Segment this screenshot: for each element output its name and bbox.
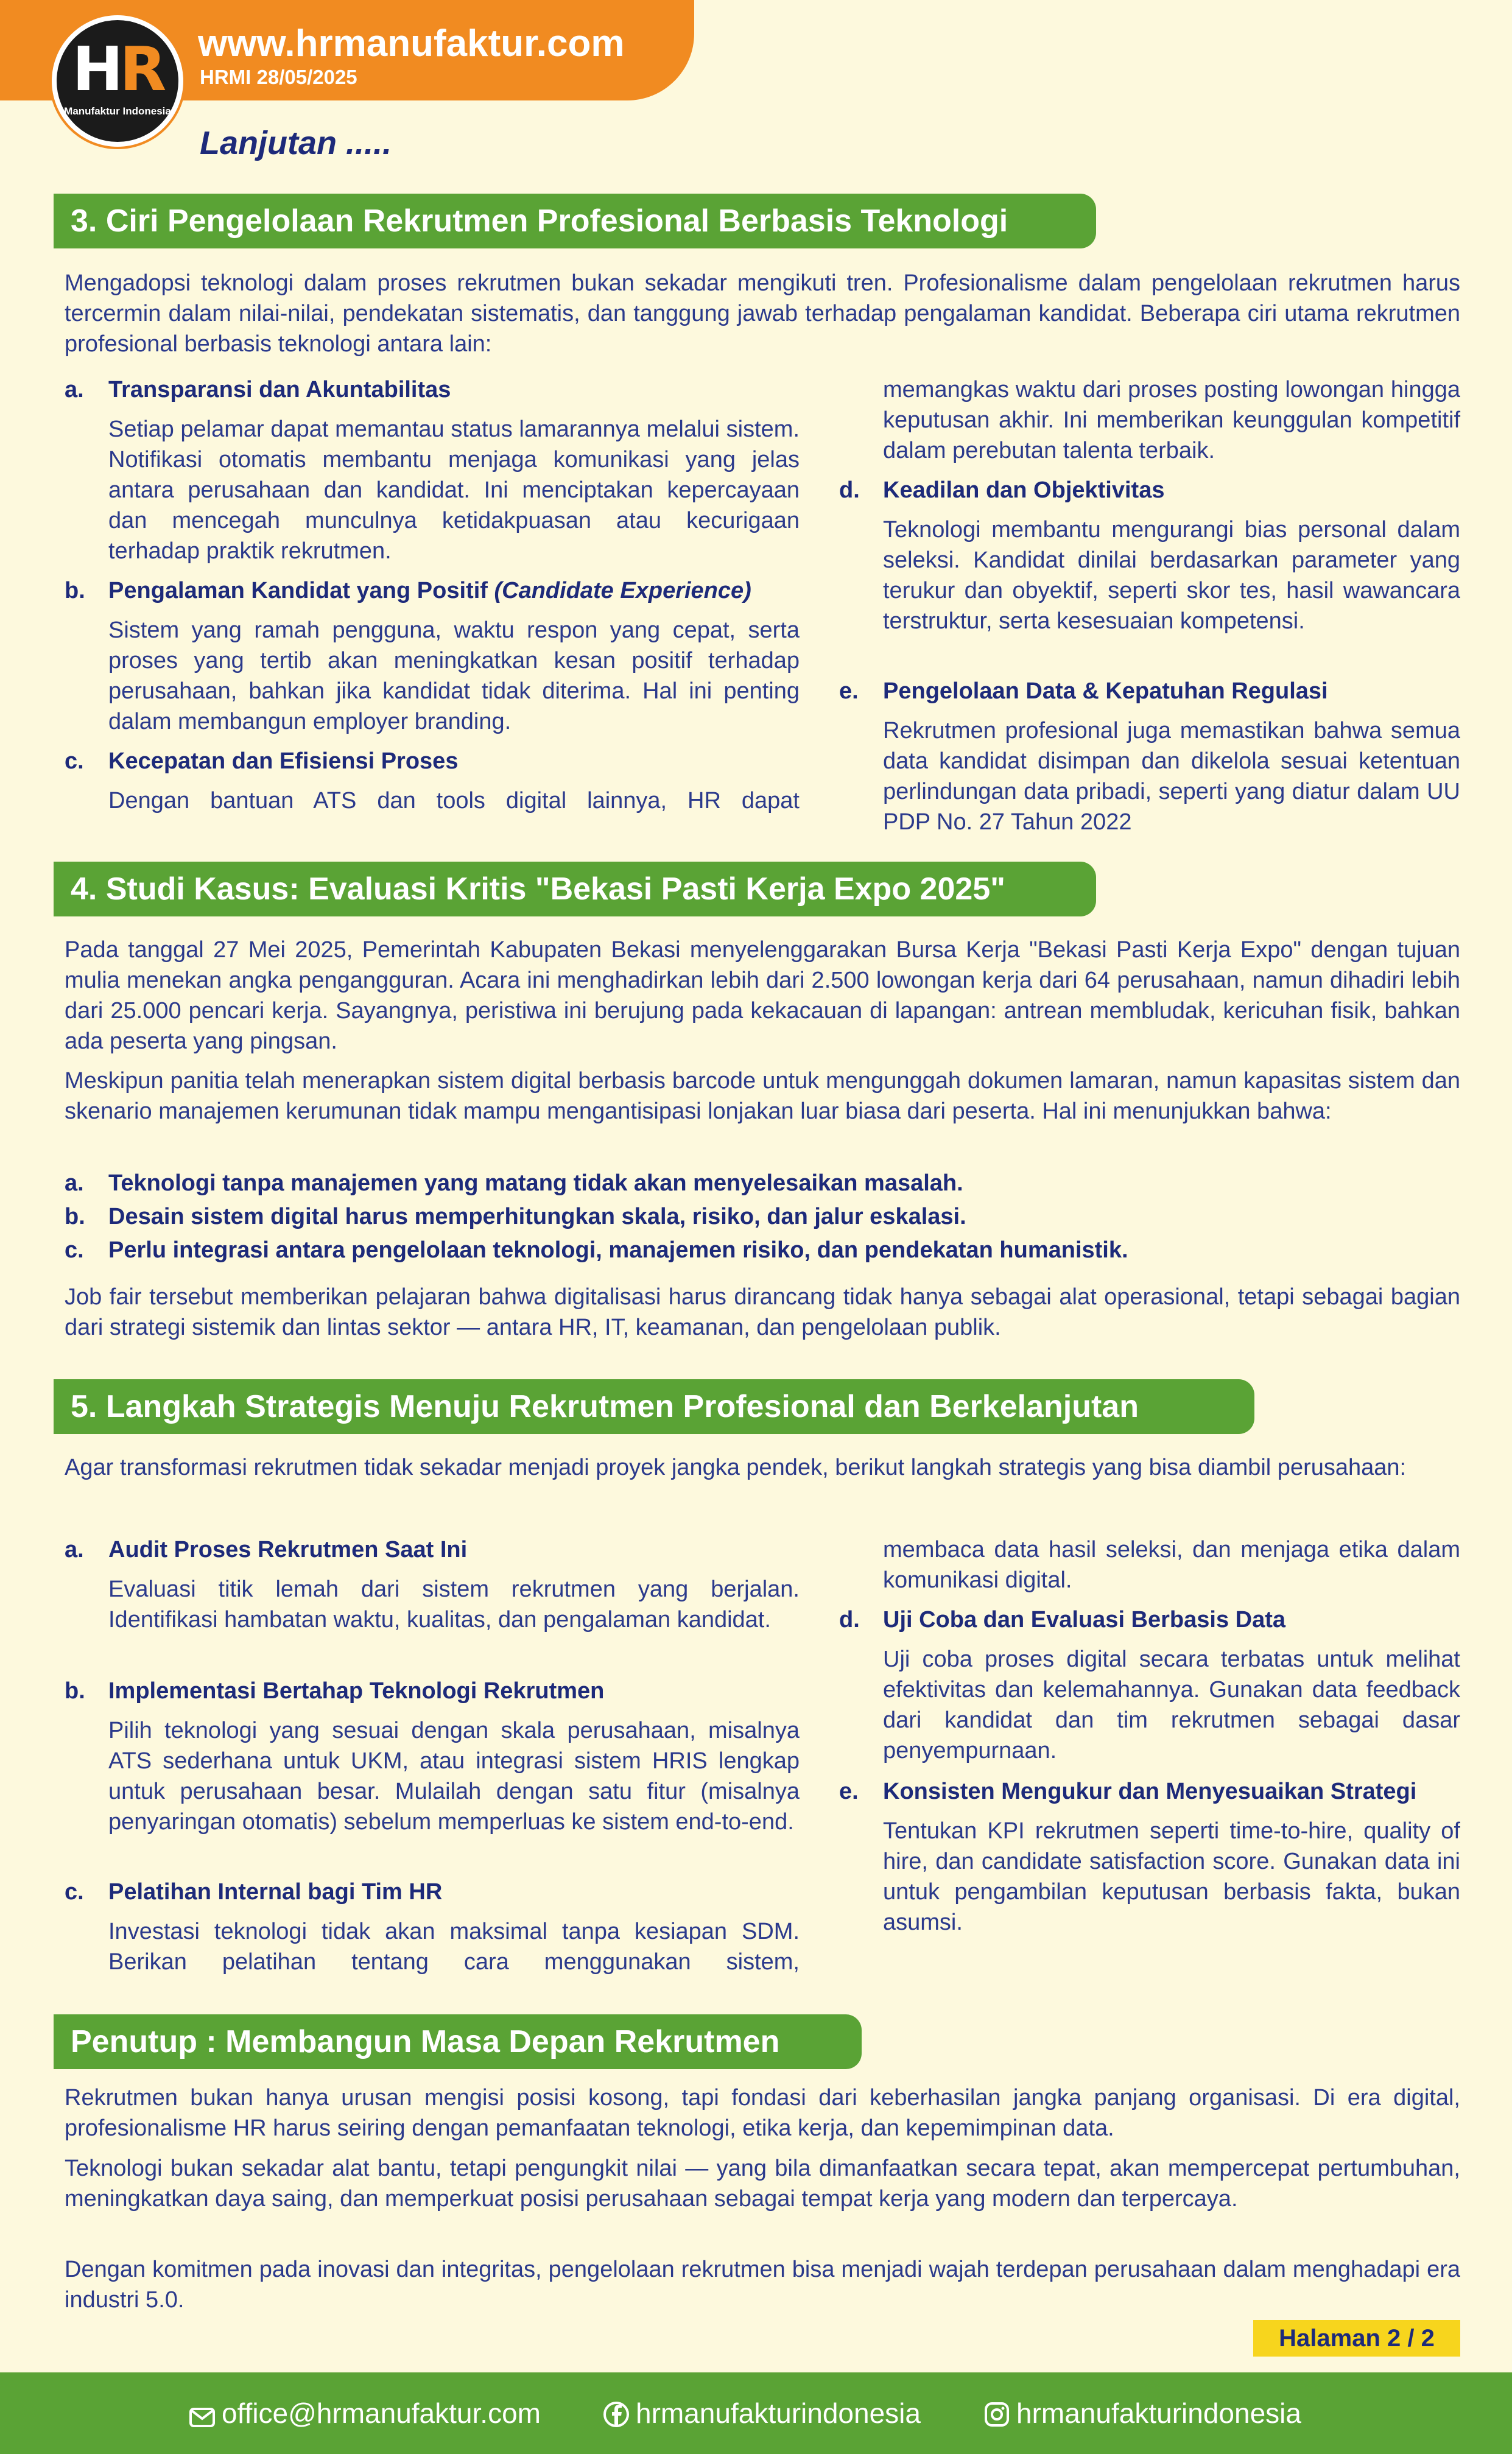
section-5-title: 5. Langkah Strategis Menuju Rekrutmen Profesional dan Berkelanjutan [54, 1379, 1254, 1434]
s3-item-c-body: Dengan bantuan ATS dan tools digital lainnya, HR dapat [108, 788, 800, 814]
s5-item-c-body-cont: membaca data hasil seleksi, dan menjaga etika dalam komunikasi digital. [883, 1537, 1460, 1593]
continuation-label: Lanjutan ..... [200, 125, 392, 161]
s3-item-d-body: Teknologi membantu mengurangi bias personal dalam seleksi. Kandidat dinilai berdasarkan parameter yang terukur dan obyektif, seperti skor tes, hasil wawancara terstruktur, serta kesesuaian kompetensi. [883, 517, 1460, 634]
closing-p3: Dengan komitmen pada inovasi dan integritas, pengelolaan rekrutmen bisa menjadi wajah terdepan perusahaan dalam menghadapi era industri 5.0. [65, 2257, 1460, 2313]
section-4-p1: Pada tanggal 27 Mei 2025, Pemerintah Kabupaten Bekasi menyelenggarakan Bursa Kerja "Bekasi Pasti Kerja Expo" dengan tujuan mulia menekan angka pengangguran. Acara ini menghadirkan lebih dari 2.500 lowongan kerja dari 64 perusahaan, namun dihadiri lebih dari 25.000 pencari kerja. Sayangnya, peristiwa ini berujung pada kekacauan di lapangan: antrean membludak, kericuhan fisik, bahkan ada peserta yang pingsan. [65, 937, 1460, 1054]
s3-item-e-title: e. Pengelolaan Data & Kepatuhan Regulasi [839, 678, 1328, 704]
section-4-title: 4. Studi Kasus: Evaluasi Kritis "Bekasi Pasti Kerja Expo 2025" [54, 862, 1096, 916]
logo-subtitle: Manufaktur Indonesia [64, 105, 171, 117]
footer-instagram[interactable]: hrmanufakturindonesia [983, 2397, 1301, 2430]
closing-title: Penutup : Membangun Masa Depan Rekrutmen [54, 2014, 862, 2069]
page-number-badge: Halaman 2 / 2 [1253, 2320, 1460, 2357]
footer-bar [0, 2372, 1512, 2454]
s4-point-b: b. Desain sistem digital harus memperhitungkan skala, risiko, dan jalur eskalasi. [65, 1204, 966, 1229]
s4-point-a: a. Teknologi tanpa manajemen yang matang tidak akan menyelesaikan masalah. [65, 1170, 963, 1196]
s3-item-b-body: Sistem yang ramah pengguna, waktu respon yang cepat, serta proses yang tertib akan meningkatkan kesan positif terhadap perusahaan, bahkan jika kandidat tidak diterima. Hal ini penting dalam membangun employer branding. [108, 617, 800, 734]
s5-item-c-body: Investasi teknologi tidak akan maksimal tanpa kesiapan SDM. Berikan pelatihan tentang cara menggunakan sistem, [108, 1919, 800, 1975]
hr-logo [52, 15, 183, 147]
s5-item-b-title: b. Implementasi Bertahap Teknologi Rekrutmen [65, 1678, 605, 1704]
section-4-p2: Meskipun panitia telah menerapkan sistem digital berbasis barcode untuk mengunggah dokumen lamaran, namun kapasitas sistem dan skenario manajemen kerumunan tidak mampu mengantisipasi lonjakan luar biasa dari peserta. Hal ini menunjukkan bahwa: [65, 1068, 1460, 1124]
s5-item-c-title: c. Pelatihan Internal bagi Tim HR [65, 1879, 443, 1905]
section-5-intro: Agar transformasi rekrutmen tidak sekadar menjadi proyek jangka pendek, berikut langkah strategis yang bisa diambil perusahaan: [65, 1455, 1407, 1480]
s3-item-d-title: d. Keadilan dan Objektivitas [839, 477, 1165, 503]
closing-p2: Teknologi bukan sekadar alat bantu, tetapi pengungkit nilai — yang bila dimanfaatkan secara tepat, akan mempercepat pertumbuhan, meningkatkan daya saing, dan memperkuat posisi perusahaan sebagai tempat kerja yang modern dan terpercaya. [65, 2156, 1460, 2212]
website-url[interactable]: www.hrmanufaktur.com [198, 23, 625, 65]
section-4-p3: Job fair tersebut memberikan pelajaran bahwa digitalisasi harus dirancang tidak hanya sebagai alat operasional, tetapi sebagai bagian dari strategi sistemik dan lintas sektor — antara HR, IT, keamanan, dan pengelolaan publik. [65, 1284, 1460, 1340]
document-code: HRMI 28/05/2025 [200, 66, 357, 88]
s3-item-c-body-cont: memangkas waktu dari proses posting lowongan hingga keputusan akhir. Ini memberikan keunggulan kompetitif dalam perebutan talenta terbaik. [883, 377, 1460, 463]
section-3-title: 3. Ciri Pengelolaan Rekrutmen Profesional Berbasis Teknologi [54, 194, 1096, 248]
instagram-icon [983, 2401, 1010, 2428]
logo-mark: HR [72, 33, 163, 105]
s5-item-b-body: Pilih teknologi yang sesuai dengan skala perusahaan, misalnya ATS sederhana untuk UKM, atau integrasi sistem HRIS lengkap untuk perusahaan besar. Mulailah dengan satu fitur (misalnya penyaringan otomatis) sebelum memperluas ke sistem end-to-end. [108, 1718, 800, 1835]
s4-point-c: c. Perlu integrasi antara pengelolaan teknologi, manajemen risiko, dan pendekatan humanistik. [65, 1237, 1128, 1263]
s5-item-e-title: e. Konsisten Mengukur dan Menyesuaikan Strategi [839, 1779, 1417, 1804]
s3-item-a-title: a. Transparansi dan Akuntabilitas [65, 377, 451, 403]
section-3-intro: Mengadopsi teknologi dalam proses rekrutmen bukan sekadar mengikuti tren. Profesionalisme dalam pengelolaan rekrutmen harus tercermin dalam nilai-nilai, pendekatan sistematis, dan tanggung jawab terhadap pengalaman kandidat. Beberapa ciri utama rekrutmen profesional berbasis teknologi antara lain: [65, 270, 1460, 357]
footer-facebook[interactable]: hrmanufakturindonesia [603, 2397, 921, 2430]
mail-icon [189, 2407, 216, 2428]
s5-item-e-body: Tentukan KPI rekrutmen seperti time-to-hire, quality of hire, dan candidate satisfaction score. Gunakan data ini untuk pengambilan keputusan berbasis fakta, bukan asumsi. [883, 1818, 1460, 1935]
s5-item-a-body: Evaluasi titik lemah dari sistem rekrutmen yang berjalan. Identifikasi hambatan waktu, kualitas, dan pengalaman kandidat. [108, 1577, 800, 1633]
s3-item-a-body: Setiap pelamar dapat memantau status lamarannya melalui sistem. Notifikasi otomatis membantu menjaga komunikasi yang jelas antara perusahaan dan kandidat. Ini menciptakan kepercayaan dan mencegah munculnya ketidakpuasan atau kecurigaan terhadap praktik rekrutmen. [108, 417, 800, 564]
s5-item-a-title: a. Audit Proses Rekrutmen Saat Ini [65, 1537, 468, 1563]
facebook-icon [603, 2401, 630, 2428]
s5-item-d-title: d. Uji Coba dan Evaluasi Berbasis Data [839, 1607, 1286, 1633]
s3-item-c-title: c. Kecepatan dan Efisiensi Proses [65, 748, 459, 774]
footer-email[interactable]: office@hrmanufaktur.com [189, 2397, 541, 2430]
closing-p1: Rekrutmen bukan hanya urusan mengisi posisi kosong, tapi fondasi dari keberhasilan jangka panjang organisasi. Di era digital, profesionalisme HR harus seiring dengan pemanfaatan teknologi, etika kerja, dan kepemimpinan data. [65, 2085, 1460, 2141]
s5-item-d-body: Uji coba proses digital secara terbatas untuk melihat efektivitas dan kelemahannya. Gunakan data feedback dari kandidat dan tim rekrutmen sebagai dasar penyempurnaan. [883, 1647, 1460, 1763]
s3-item-b-title: b. Pengalaman Kandidat yang Positif (Candidate Experience) [65, 578, 751, 603]
s3-item-e-body: Rekrutmen profesional juga memastikan bahwa semua data kandidat disimpan dan dikelola sesuai ketentuan perlindungan data pribadi, seperti yang diatur dalam UU PDP No. 27 Tahun 2022 [883, 718, 1460, 835]
